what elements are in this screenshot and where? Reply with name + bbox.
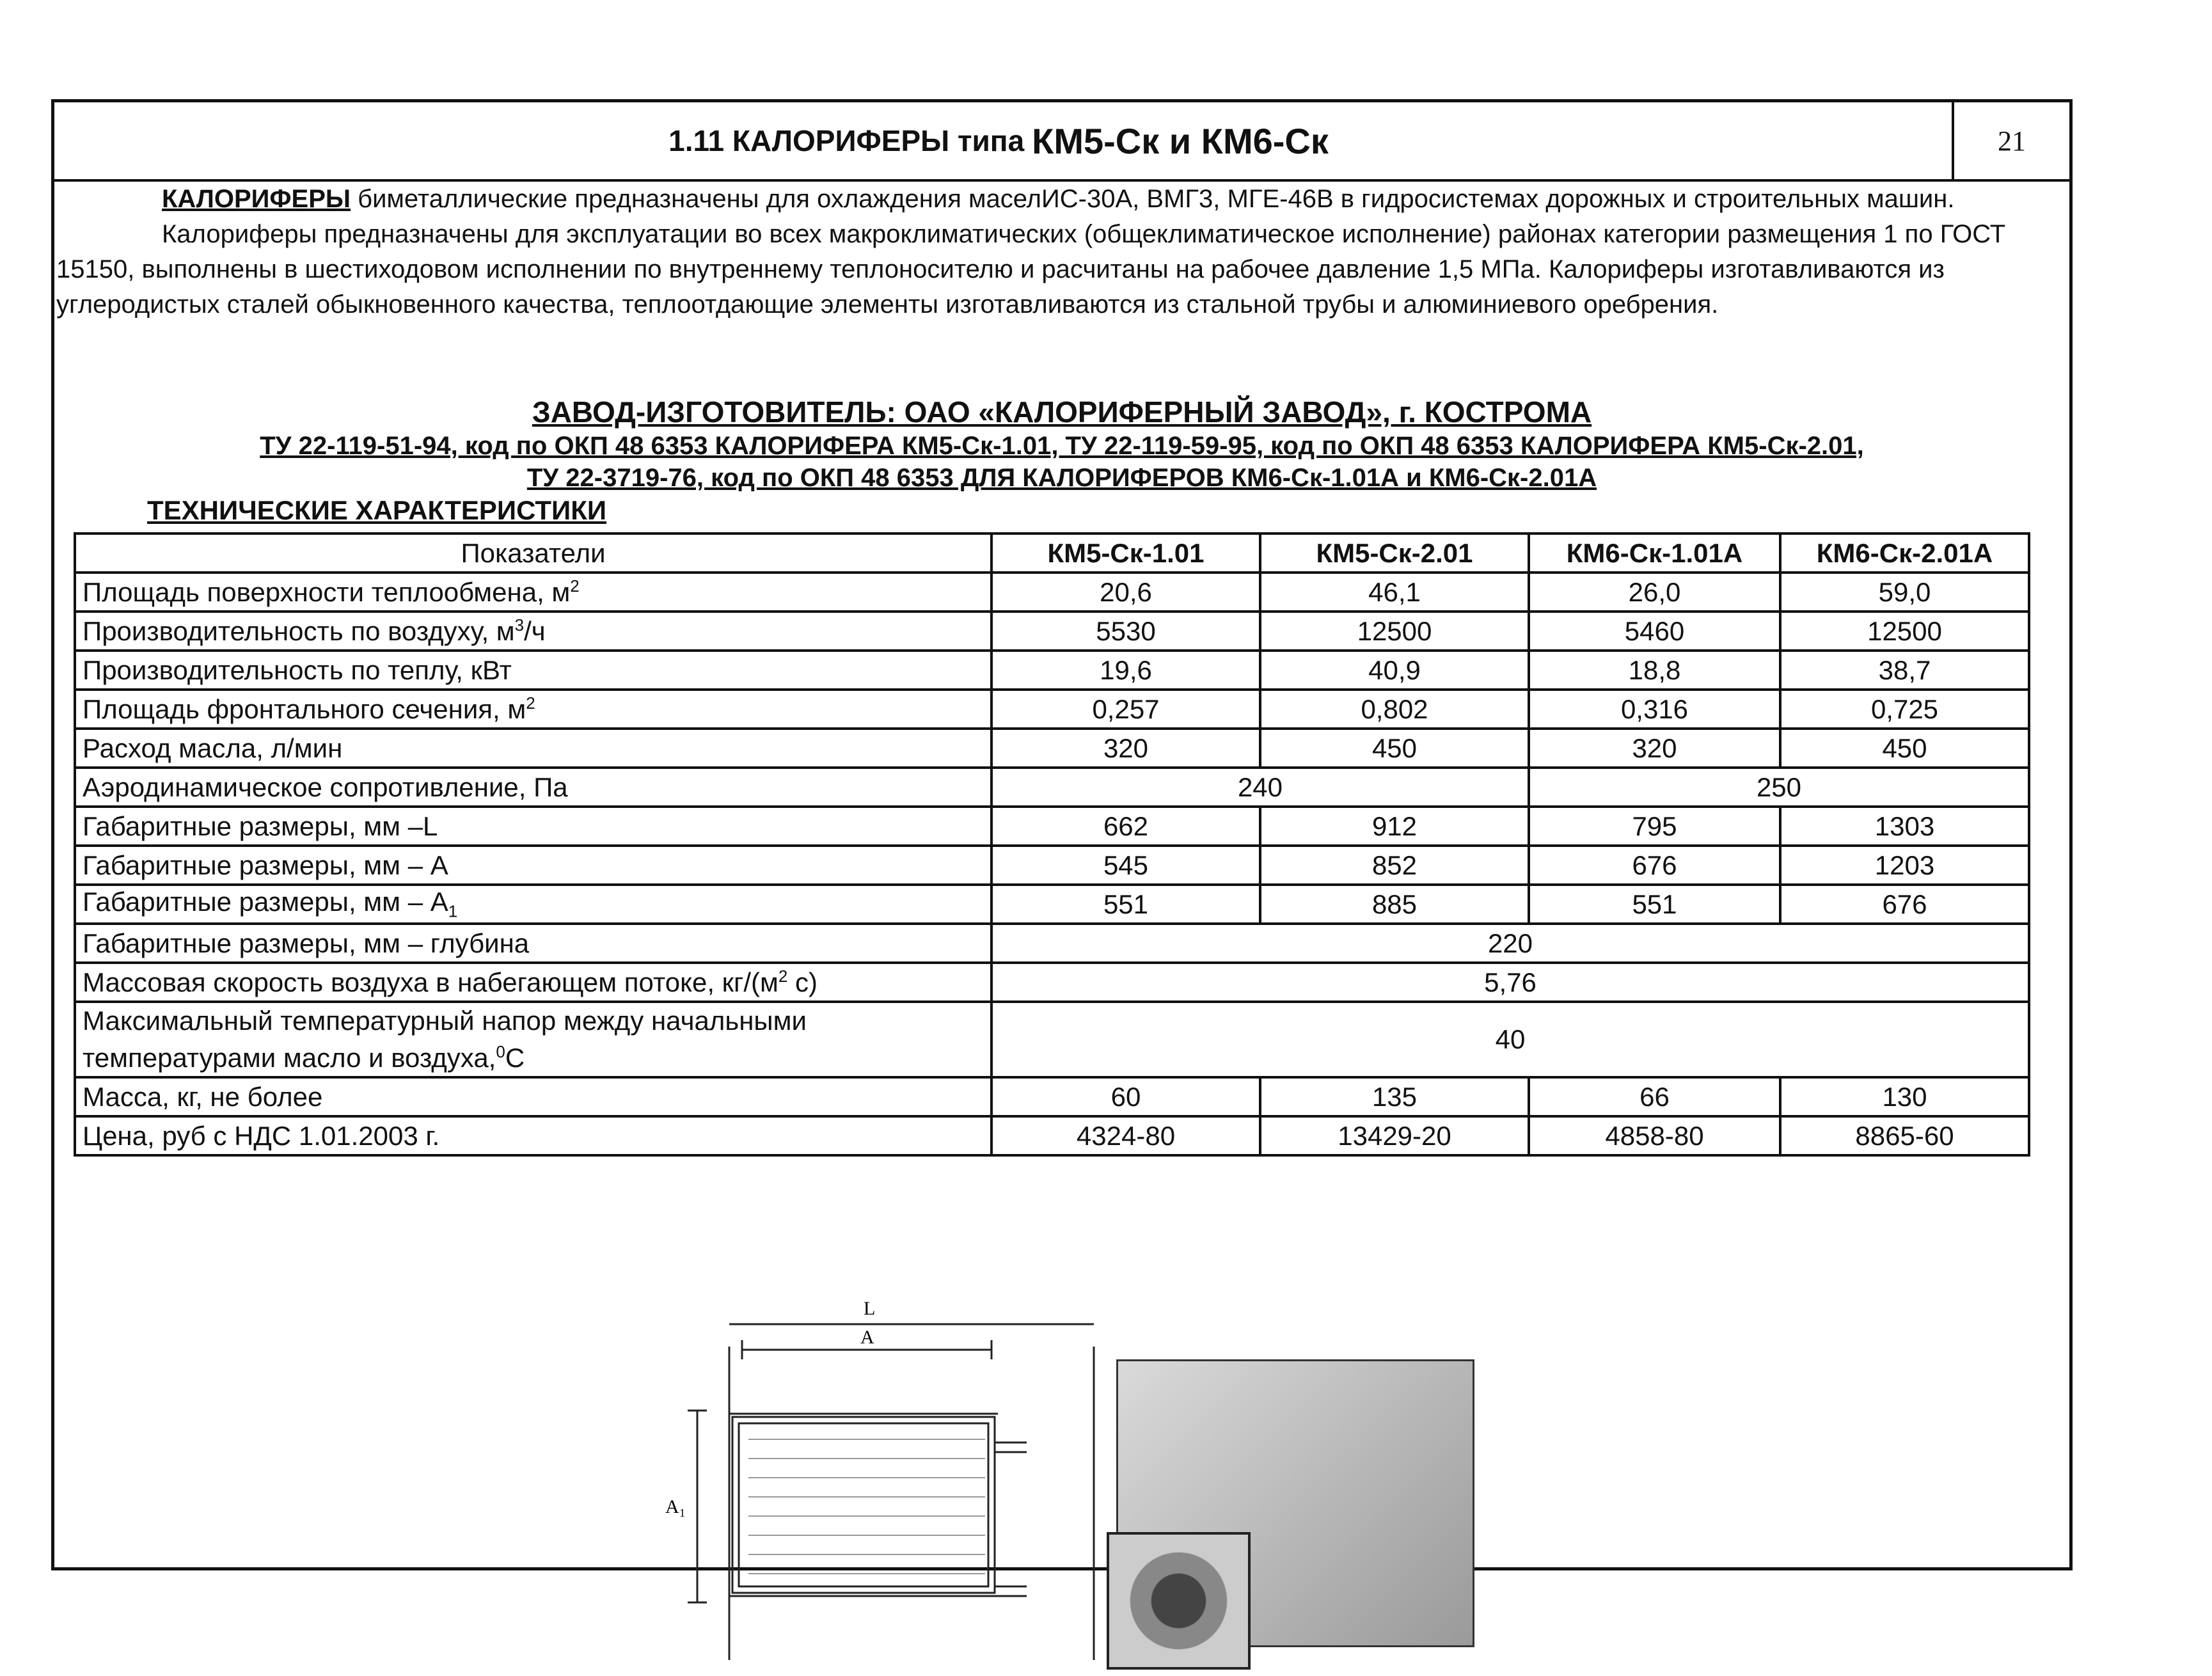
value-cell: 12500 <box>1260 612 1529 651</box>
table-row <box>75 963 2029 1002</box>
value-cell: 4324-80 <box>991 1116 1260 1155</box>
table-row <box>75 1116 2029 1155</box>
value-cell: 12500 <box>1780 612 2029 651</box>
row-label-sup: 2 <box>526 693 535 713</box>
table-row <box>75 768 2029 807</box>
label-L: L <box>864 1298 876 1319</box>
row-label <box>75 729 991 768</box>
value-cell: 5,76 <box>991 963 2029 1002</box>
value-cell: 450 <box>1260 729 1529 768</box>
row-label-tail: /ч <box>524 616 546 646</box>
row-label-text: Аэродинамическое сопротивление, Па <box>83 771 568 802</box>
value-cell: 795 <box>1529 807 1780 846</box>
label-A: A <box>860 1327 874 1348</box>
intro-text <box>56 182 2065 322</box>
row-label-text: Цена, руб с НДС 1.01.2003 г. <box>83 1120 440 1151</box>
table-header-cell: КМ6-Ск-1.01А <box>1529 534 1780 573</box>
value-cell: 59,0 <box>1780 573 2029 612</box>
row-label <box>75 1077 991 1116</box>
row-label-text: Габаритные размеры, мм – А <box>83 850 448 880</box>
value-cell: 220 <box>991 924 2029 963</box>
value-cell: 320 <box>991 729 1260 768</box>
fin-closeup-photo <box>1107 1532 1251 1670</box>
row-label-text: Масса, кг, не более <box>83 1081 323 1112</box>
value-cell: 40,9 <box>1260 651 1529 690</box>
row-label <box>75 807 991 846</box>
table-row <box>75 612 2029 651</box>
row-label-sup: 2 <box>778 967 788 986</box>
table-header-row <box>75 534 2029 573</box>
row-label-sup: 3 <box>514 615 525 635</box>
row-label <box>75 651 991 690</box>
value-cell: 5530 <box>991 612 1260 651</box>
title-row <box>54 102 2069 182</box>
intro-para-1-text: биметаллические предназначены для охлаждения маселИС-30А, ВМГ3, МГЕ-46В в гидросистемах дорожных и строительных машин. <box>351 185 1955 213</box>
row-label <box>75 885 991 924</box>
row-label-sub: 1 <box>448 901 458 921</box>
value-cell: 676 <box>1780 885 2029 924</box>
page-title <box>54 102 1950 179</box>
table-row <box>75 846 2029 885</box>
intro-para-1 <box>56 182 2065 217</box>
value-cell: 0,257 <box>991 690 1260 729</box>
row-label-text: Максимальный температурный напор между начальными температурами масло и воздуха, <box>83 1006 807 1073</box>
table-header-cell: КМ5-Ск-1.01 <box>991 534 1260 573</box>
value-cell: 0,316 <box>1529 690 1780 729</box>
row-label-text: Площадь фронтального сечения, м <box>83 694 526 724</box>
value-cell: 1203 <box>1780 846 2029 885</box>
row-label-text: Площадь поверхности теплообмена, м <box>83 577 571 607</box>
value-cell: 60 <box>991 1077 1260 1116</box>
value-cell: 551 <box>991 885 1260 924</box>
label-A1: A₁ <box>665 1496 686 1517</box>
value-cell: 26,0 <box>1529 573 1780 612</box>
value-cell: 885 <box>1260 885 1529 924</box>
row-label <box>75 846 991 885</box>
tu-line-1: ТУ 22-119-51-94, код по ОКП 48 6353 КАЛОРИФЕРА КМ5-Ск-1.01, ТУ 22-119-59-95, код по ОКП 48 6353 КАЛОРИФЕРА КМ5-Ск-2.01, <box>260 432 1864 460</box>
table-header-cell: КМ6-Ск-2.01А <box>1780 534 2029 573</box>
value-cell: 0,725 <box>1780 690 2029 729</box>
row-label <box>75 924 991 963</box>
spec-heading: ТЕХНИЧЕСКИЕ ХАРАКТЕРИСТИКИ <box>147 495 607 525</box>
value-cell: 662 <box>991 807 1260 846</box>
table-row <box>75 885 2029 924</box>
value-cell: 40 <box>991 1002 2029 1077</box>
dimension-drawing <box>627 1225 1113 1676</box>
value-cell: 450 <box>1780 729 2029 768</box>
value-cell: 130 <box>1780 1077 2029 1116</box>
row-label-sup: 0 <box>496 1042 505 1061</box>
row-label <box>75 690 991 729</box>
value-cell: 66 <box>1529 1077 1780 1116</box>
table-row <box>75 1002 2029 1077</box>
intro-lead-word: КАЛОРИФЕРЫ <box>162 185 351 213</box>
title-models: КМ5-Ск и КМ6-Ск <box>1032 120 1329 161</box>
value-cell: 676 <box>1529 846 1780 885</box>
table-row <box>75 573 2029 612</box>
value-cell: 8865-60 <box>1780 1116 2029 1155</box>
value-cell: 240 <box>991 768 1529 807</box>
value-cell: 551 <box>1529 885 1780 924</box>
row-label <box>75 963 991 1002</box>
tu-block <box>54 430 2069 494</box>
row-label-tail: с) <box>787 967 818 997</box>
manufacturer: ЗАВОД-ИЗГОТОВИТЕЛЬ: ОАО «КАЛОРИФЕРНЫЙ ЗАВОД», г. КОСТРОМА <box>532 395 1592 429</box>
value-cell: 320 <box>1529 729 1780 768</box>
row-label <box>75 612 991 651</box>
row-label-text: Габаритные размеры, мм – глубина <box>83 928 530 958</box>
table-row <box>75 807 2029 846</box>
row-label-text: Габаритные размеры, мм – А <box>83 887 448 917</box>
value-cell: 0,802 <box>1260 690 1529 729</box>
intro-para-2: Калориферы предназначены для эксплуатации во всех макроклиматических (общеклиматическое исполнение) районах категории размещения 1 по ГОСТ 15150, выполнены в шестиходовом исполнении по внутреннему теплоносителю и расчитаны на рабочее давление 1,5 МПа. Калориферы изготавливаются из углеродистых сталей обыкновенного качества, теплоотдающие элементы изготавливаются из стальной трубы и алюминиевого оребрения. <box>56 220 2006 319</box>
row-label-text: Массовая скорость воздуха в набегающем потоке, кг/(м <box>83 967 778 997</box>
table-header-cell: КМ5-Ск-2.01 <box>1260 534 1529 573</box>
row-label-tail: С <box>505 1043 525 1073</box>
table-row <box>75 924 2029 963</box>
row-label-sup: 2 <box>570 576 580 596</box>
spec-table <box>74 532 2030 1157</box>
row-label-text: Габаритные размеры, мм –L <box>83 810 438 841</box>
value-cell: 912 <box>1260 807 1529 846</box>
title-prefix: 1.11 КАЛОРИФЕРЫ типа <box>668 124 1025 157</box>
value-cell: 5460 <box>1529 612 1780 651</box>
value-cell: 18,8 <box>1529 651 1780 690</box>
row-label-text: Производительность по теплу, кВт <box>83 654 512 685</box>
row-label-text: Производительность по воздуху, м <box>83 616 515 646</box>
value-cell: 1303 <box>1780 807 2029 846</box>
value-cell: 38,7 <box>1780 651 2029 690</box>
value-cell: 13429-20 <box>1260 1116 1529 1155</box>
value-cell: 20,6 <box>991 573 1260 612</box>
page-frame <box>51 99 2073 1570</box>
table-row <box>75 690 2029 729</box>
row-label-text: Расход масла, л/мин <box>83 732 343 763</box>
value-cell: 19,6 <box>991 651 1260 690</box>
value-cell: 852 <box>1260 846 1529 885</box>
value-cell: 545 <box>991 846 1260 885</box>
row-label <box>75 573 991 612</box>
row-label <box>75 1116 991 1155</box>
table-row <box>75 651 2029 690</box>
row-label <box>75 1002 991 1077</box>
table-row <box>75 729 2029 768</box>
value-cell: 250 <box>1529 768 2029 807</box>
page-number: 21 <box>1952 102 2069 179</box>
tu-line-2: ТУ 22-3719-76, код по ОКП 48 6353 ДЛЯ КАЛОРИФЕРОВ КМ6-Ск-1.01А и КМ6-Ск-2.01А <box>526 464 1597 492</box>
value-cell: 4858-80 <box>1529 1116 1780 1155</box>
value-cell: 135 <box>1260 1077 1529 1116</box>
table-header-cell: Показатели <box>75 534 991 573</box>
row-label <box>75 768 991 807</box>
value-cell: 46,1 <box>1260 573 1529 612</box>
table-row <box>75 1077 2029 1116</box>
